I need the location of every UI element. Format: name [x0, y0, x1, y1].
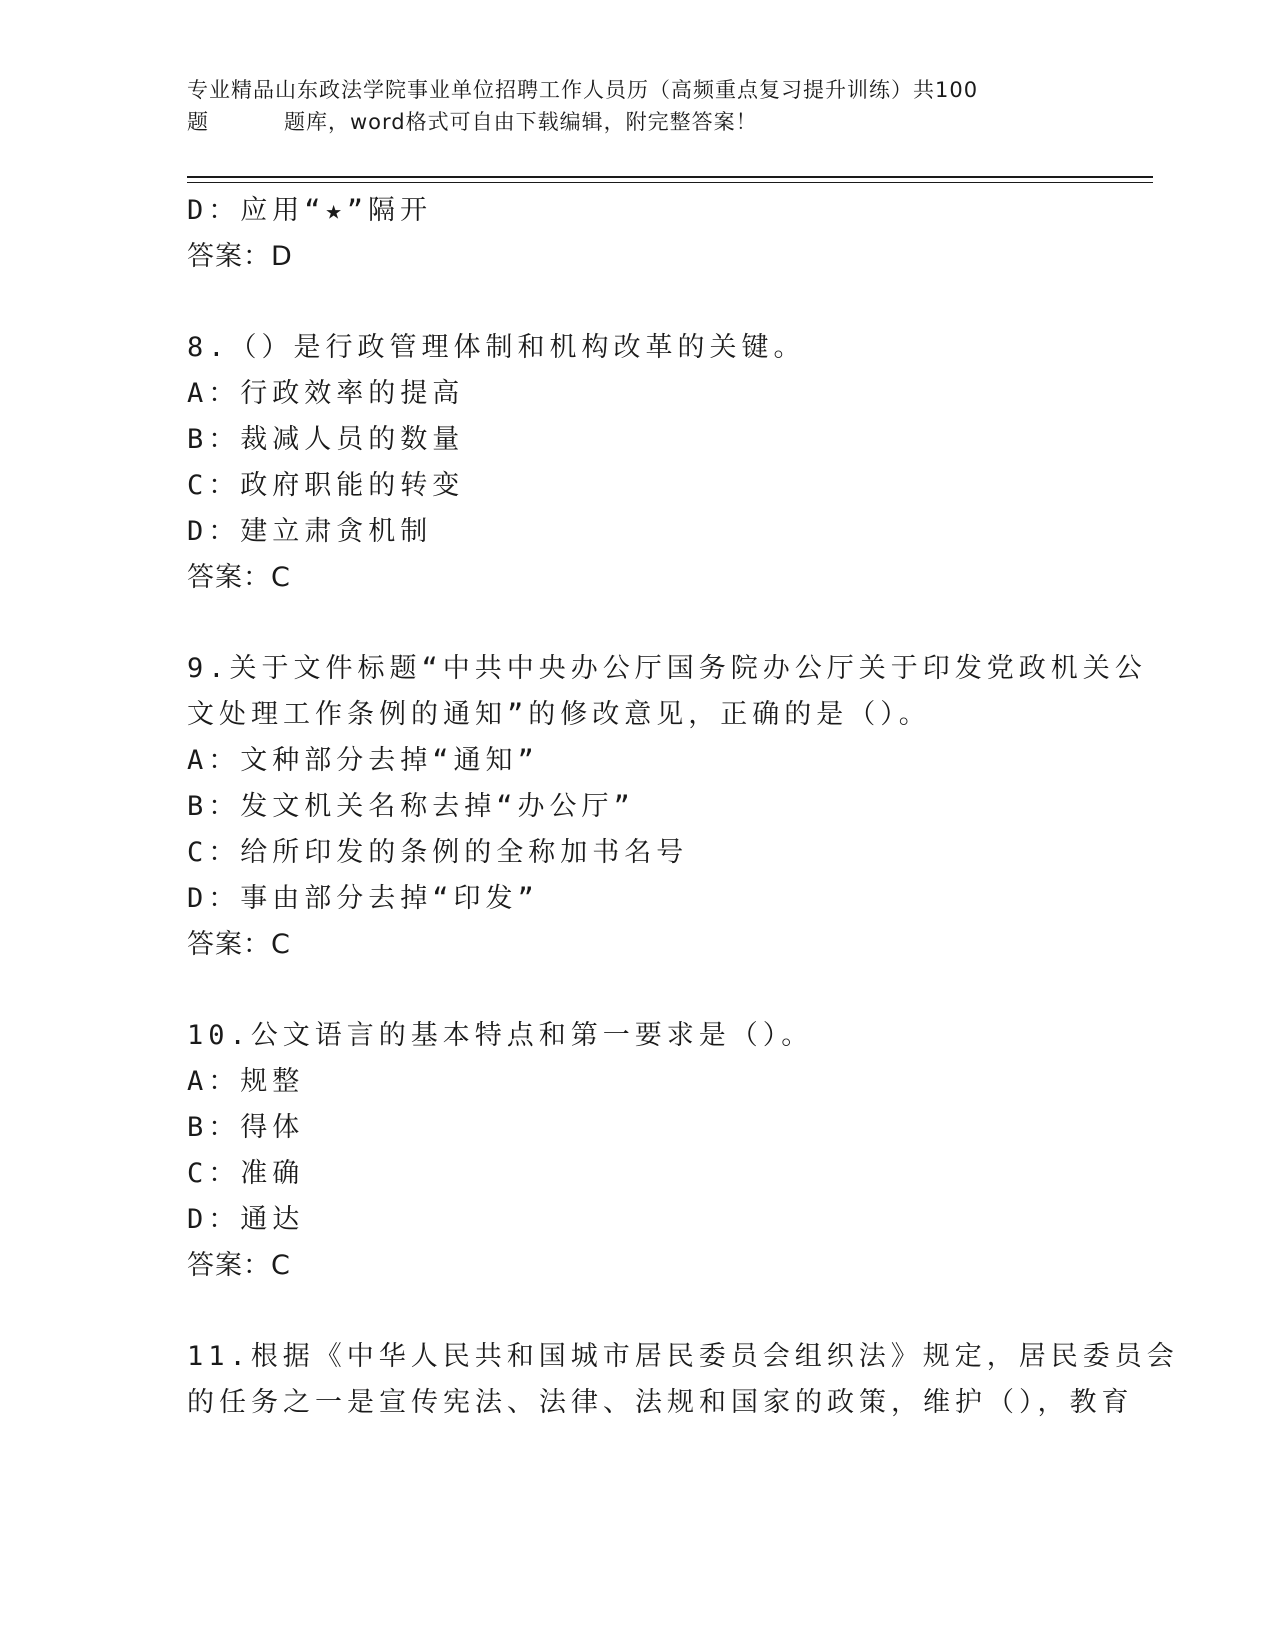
header-rule-thick	[187, 176, 1153, 178]
option-c: C：政府职能的转变	[187, 470, 465, 501]
question-stem-line-1: 9.关于文件标题“中共中央办公厅国务院办公厅关于印发党政机关公	[187, 653, 1147, 684]
option-c: C：给所印发的条例的全称加书名号	[187, 837, 689, 868]
option-b: B：得体	[187, 1112, 305, 1143]
question-spacer	[187, 968, 1117, 1013]
question-list	[187, 188, 1179, 1426]
question-spacer	[187, 280, 1117, 325]
question-stem-line-1: 11.根据《中华人民共和国城市居民委员会组织法》规定，居民委员会	[187, 1341, 1179, 1372]
option-b: B：裁减人员的数量	[187, 424, 465, 455]
option-a: A：行政效率的提高	[187, 378, 465, 409]
option-d: D：应用“★”隔开	[187, 195, 433, 226]
option-d: D：事由部分去掉“印发”	[187, 883, 539, 914]
header-rule-thin	[187, 182, 1153, 183]
option-b: B：发文机关名称去掉“办公厅”	[187, 791, 635, 822]
answer: 答案：C	[187, 562, 291, 593]
header-line-2-rest: 题库，word格式可自由下载编辑，附完整答案！	[284, 110, 758, 134]
question-stem: 10.公文语言的基本特点和第一要求是（）。	[187, 1020, 814, 1051]
option-d: D：建立肃贪机制	[187, 516, 433, 547]
option-a: A：规整	[187, 1066, 305, 1097]
question-spacer	[187, 601, 1117, 646]
question-10	[187, 1013, 1117, 1289]
question-7	[187, 188, 1117, 280]
header-line-2-start: 题	[187, 110, 209, 134]
answer: 答案：C	[187, 1250, 291, 1281]
question-9	[187, 646, 1147, 968]
page-header	[187, 74, 1087, 138]
question-stem: 8.（）是行政管理体制和机构改革的关键。	[187, 332, 806, 363]
option-a: A：文种部分去掉“通知”	[187, 745, 539, 776]
question-stem-line-2: 文处理工作条例的通知”的修改意见，正确的是（）。	[187, 699, 931, 730]
header-line-2	[187, 106, 1087, 138]
question-stem-line-2: 的任务之一是宣传宪法、法律、法规和国家的政策，维护（），教育	[187, 1387, 1134, 1418]
question-spacer	[187, 1289, 1117, 1334]
question-8	[187, 325, 1117, 601]
header-line-1: 专业精品山东政法学院事业单位招聘工作人员历（高频重点复习提升训练）共100	[187, 78, 979, 102]
answer: 答案：C	[187, 929, 291, 960]
option-d: D：通达	[187, 1204, 305, 1235]
option-c: C：准确	[187, 1158, 305, 1189]
answer: 答案：D	[187, 241, 293, 272]
question-11	[187, 1334, 1179, 1426]
